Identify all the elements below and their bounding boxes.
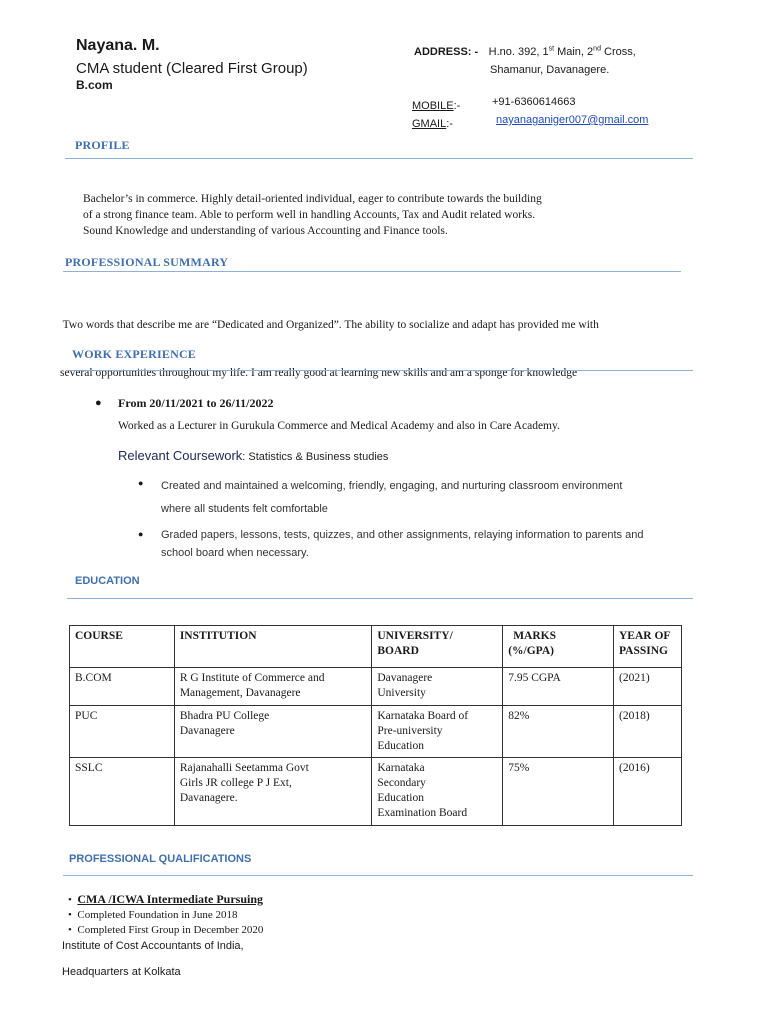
bullet-icon: ● bbox=[95, 397, 102, 409]
mobile-value: +91-6360614663 bbox=[492, 96, 576, 108]
coursework-value: : Statistics & Business studies bbox=[242, 451, 389, 463]
course-cell: B.COM bbox=[70, 668, 175, 706]
university-cell: Davanagere University bbox=[372, 668, 503, 706]
list-item bbox=[68, 908, 263, 923]
address-label: ADDRESS: bbox=[414, 46, 472, 58]
year-cell: (2016) bbox=[614, 758, 682, 826]
address-line1 bbox=[489, 46, 636, 58]
bullet-icon: ● bbox=[138, 529, 144, 539]
column-header: COURSE bbox=[70, 626, 175, 668]
column-header: YEAR OF PASSING bbox=[614, 626, 682, 668]
summary-line: Two words that describe me are “Dedicated and Organized”. The ability to socialize and adapt has provided me with bbox=[60, 319, 599, 331]
address-line1-part-c: Cross, bbox=[600, 46, 636, 58]
table-row bbox=[70, 668, 682, 706]
bullet-icon: • bbox=[68, 924, 72, 936]
education-table bbox=[69, 625, 682, 826]
candidate-subtitle: CMA student (Cleared First Group) bbox=[76, 60, 308, 77]
address-block bbox=[414, 42, 636, 60]
table-row bbox=[70, 758, 682, 826]
qualification-list bbox=[68, 892, 263, 938]
work-description: Worked as a Lecturer in Gurukula Commerce and Medical Academy and also in Care Academy. bbox=[118, 420, 560, 432]
gmail-link[interactable]: nayanaganiger007@gmail.com bbox=[496, 114, 649, 126]
address-line1-sup1: st bbox=[548, 45, 555, 53]
candidate-degree: B.com bbox=[76, 78, 113, 92]
candidate-name: Nayana. M. bbox=[76, 37, 160, 54]
list-item bbox=[68, 923, 263, 938]
course-cell: SSLC bbox=[70, 758, 175, 826]
mobile-label: MOBILE bbox=[412, 100, 454, 112]
list-item bbox=[68, 892, 263, 908]
gmail-separator: :- bbox=[446, 118, 453, 130]
institution-cell: R G Institute of Commerce and Management, Davanagere bbox=[174, 668, 372, 706]
year-cell: (2018) bbox=[614, 706, 682, 758]
qualifications-heading: PROFESSIONAL QUALIFICATIONS bbox=[69, 853, 252, 865]
address-line1-part-a: H.no. 392, 1 bbox=[488, 46, 549, 58]
duty-item-continued: school board when necessary. bbox=[161, 547, 309, 559]
marks-cell: 7.95 CGPA bbox=[503, 668, 614, 706]
summary-heading: PROFESSIONAL SUMMARY bbox=[65, 255, 229, 269]
work-period: From 20/11/2021 to 26/11/2022 bbox=[118, 396, 274, 410]
education-divider bbox=[67, 598, 693, 599]
education-heading: EDUCATION bbox=[75, 575, 140, 587]
profile-divider bbox=[65, 158, 693, 159]
profile-heading: PROFILE bbox=[75, 138, 130, 152]
marks-cell: 82% bbox=[503, 706, 614, 758]
work-divider bbox=[67, 370, 693, 371]
address-line1-sup2: nd bbox=[593, 45, 601, 53]
work-heading: WORK EXPERIENCE bbox=[72, 347, 197, 361]
column-header: MARKS (%/GPA) bbox=[503, 626, 614, 668]
bullet-icon: • bbox=[68, 909, 72, 921]
column-header: UNIVERSITY/ BOARD bbox=[372, 626, 503, 668]
duty-item: Graded papers, lessons, tests, quizzes, and other assignments, relaying information to parents and bbox=[161, 529, 644, 541]
university-cell: Karnataka Board of Pre-university Education bbox=[372, 706, 503, 758]
course-cell: PUC bbox=[70, 706, 175, 758]
summary-text bbox=[60, 285, 740, 397]
column-header: INSTITUTION bbox=[174, 626, 372, 668]
profile-line: Sound Knowledge and understanding of various Accounting and Finance tools. bbox=[83, 225, 448, 237]
qualification-item: Completed Foundation in June 2018 bbox=[77, 909, 238, 921]
table-row bbox=[70, 706, 682, 758]
profile-line: of a strong finance team. Able to perform well in handling Accounts, Tax and Audit related works. bbox=[83, 209, 536, 221]
profile-line: Bachelor’s in commerce. Highly detail-oriented individual, eager to contribute towards the building bbox=[83, 193, 542, 205]
gmail-label: GMAIL bbox=[412, 118, 447, 130]
coursework-row bbox=[118, 447, 388, 465]
marks-cell: 75% bbox=[503, 758, 614, 826]
gmail-row bbox=[412, 114, 453, 132]
address-separator: - bbox=[471, 46, 479, 58]
institution-cell: Rajanahalli Seetamma Govt Girls JR college P J Ext, Davanagere. bbox=[174, 758, 372, 826]
qualification-title: CMA /ICWA Intermediate Pursuing bbox=[77, 892, 264, 906]
university-cell: Karnataka Secondary Education Examination Board bbox=[372, 758, 503, 826]
duty-item: Created and maintained a welcoming, friendly, engaging, and nurturing classroom environment bbox=[161, 480, 623, 492]
year-cell: (2021) bbox=[614, 668, 682, 706]
qualification-institute: Institute of Cost Accountants of India, bbox=[62, 940, 244, 952]
mobile-separator: :- bbox=[453, 100, 461, 112]
coursework-label: Relevant Coursework bbox=[118, 448, 243, 463]
profile-text bbox=[83, 191, 693, 239]
institution-cell: Bhadra PU College Davanagere bbox=[174, 706, 372, 758]
qualifications-divider bbox=[63, 875, 693, 876]
summary-divider bbox=[63, 271, 681, 272]
bullet-icon: • bbox=[68, 894, 72, 906]
table-header-row bbox=[70, 626, 682, 668]
mobile-row bbox=[412, 96, 460, 114]
qualification-item: Completed First Group in December 2020 bbox=[77, 924, 264, 936]
address-line1-part-b: Main, 2 bbox=[554, 46, 594, 58]
duty-item-continued: where all students felt comfortable bbox=[161, 503, 328, 515]
address-line2: Shamanur, Davanagere. bbox=[490, 64, 610, 76]
bullet-icon: ● bbox=[138, 478, 144, 488]
qualification-headquarters: Headquarters at Kolkata bbox=[62, 966, 181, 978]
summary-line: several opportunities throughout my life. I am really good at learning new skills and am a sponge for knowledge bbox=[60, 367, 578, 379]
